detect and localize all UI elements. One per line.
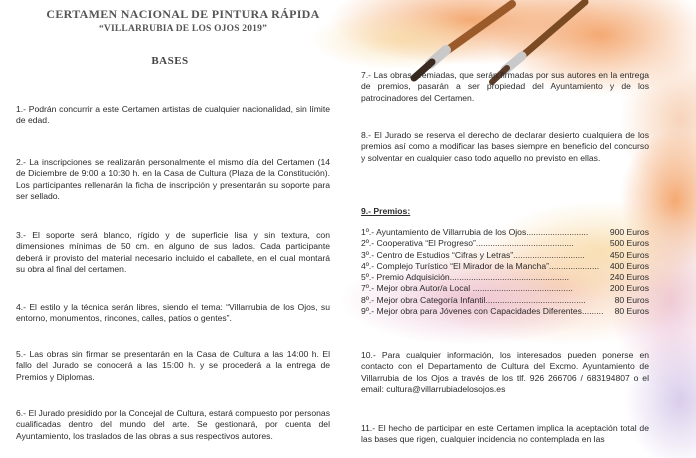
- rule-5: 5.- Las obras sin firmar se presentarán en la Casa de Cultura a las 14:00 h. El fallo del Jurado se conocerá a las 15:00 h. y se procederá a la entrega de Premios y Diplomas.: [16, 349, 330, 382]
- prize-label: 9º.- Mejor obra para Jóvenes con Capacidades Diferentes.........: [361, 306, 604, 317]
- prize-row: [361, 295, 649, 306]
- prize-row: [361, 272, 649, 283]
- rule-6: 6.- El Jurado presidido por la Concejal de Cultura, estará compuesto por personas cualificadas dentro del mundo del arte. Se gestionará, por cuenta del Ayuntamiento, los traslados de las obras a sus respectivos autores.: [16, 408, 330, 441]
- rule-11: 11.- El hecho de participar en este Certamen implica la aceptación total de las bases que rigen, cualquier incidencia no contemplada en las: [361, 423, 649, 445]
- prize-row: [361, 261, 649, 272]
- prize-label: 3º.- Centro de Estudios “Cifras y Letras”..............................: [361, 249, 585, 260]
- rule-4: 4.- El estilo y la técnica serán libres, siendo el tema: “Villarrubia de los Ojos, su entorno, monumentos, rincones, calles, patios o gentes”.: [16, 302, 330, 324]
- prize-amount: 80 Euros: [614, 294, 649, 305]
- rule-7: 7.- Las obras premiadas, que serán firmadas por sus autores en la entrega de premios, pasarán a ser propiedad del Ayuntamiento y de los patrocinadores del Certamen.: [361, 70, 649, 103]
- prize-amount: 900 Euros: [609, 227, 649, 237]
- rule-1: 1.- Podrán concurrir a este Certamen artistas de cualquier nacionalidad, sin límite de edad.: [16, 104, 330, 126]
- prizes-list: [361, 227, 649, 317]
- prize-label: 7º.- Mejor obra Autor/a Local ..........................................: [361, 283, 573, 294]
- prizes-title: 9.- Premios:: [361, 206, 411, 216]
- prize-amount: 80 Euros: [614, 306, 649, 317]
- prize-amount: 200 Euros: [609, 283, 649, 294]
- prize-amount: 450 Euros: [609, 249, 649, 260]
- prize-label: 1º.- Ayuntamiento de Villarrubia de los Ojos..........................: [361, 227, 589, 237]
- rule-8: 8.- El Jurado se reserva el derecho de declarar desierto cualquiera de los premios así como a modificar las bases siempre en beneficio del concurso y solventar en cualquier caso todo aquello no previsto en ellas.: [361, 130, 649, 163]
- section-heading-bases: BASES: [151, 55, 189, 67]
- prize-amount: 240 Euros: [609, 272, 649, 283]
- prize-label: 4º.- Complejo Turístico “El Mirador de la Mancha”.....................: [361, 260, 600, 271]
- rule-2: 2.- La inscripciones se realizarán personalmente el mismo día del Certamen (14 de Diciembre de 9:00 a 10:30 h. en la Casa de Cultura (Plaza de la Constitución). Los participantes rellenarán la ficha de inscripción y presentarán su soporte para ser sellado.: [16, 157, 330, 201]
- prize-label: 5º.- Premio Adquisición..................................................: [361, 272, 570, 283]
- rule-10: 10.- Para cualquier información, los interesados pueden ponerse en contacto con el Departamento de Cultura del Excmo. Ayuntamiento de Villarrubia de los Ojos a través de los tlf. 926 266706 / 683194807 o el email: cultura@villarrubiadelosojos.es: [361, 350, 649, 394]
- prize-row: [361, 238, 649, 249]
- prize-amount: 500 Euros: [609, 238, 649, 249]
- rule-3: 3.- El soporte será blanco, rígido y de superficie lisa y sin textura, con dimensiones mínimas de 50 cm. en alguno de sus lados. Cada participante deberá ir provisto del material necesario incluido el caballete, en el cual montará su obra al final del certamen.: [16, 230, 330, 274]
- prize-label: 2º.- Cooperativa “El Progreso”.........................................: [361, 238, 574, 249]
- prize-label: 8º.- Mejor obra Categoría Infantil..........................................: [361, 294, 586, 305]
- prize-row: [361, 227, 649, 238]
- header-subtitle: “VILLARRUBIA DE LOS OJOS 2019”: [98, 24, 268, 34]
- prize-amount: 400 Euros: [609, 260, 649, 271]
- header-title: CERTAMEN NACIONAL DE PINTURA RÁPIDA: [46, 7, 320, 21]
- prize-row: [361, 250, 649, 261]
- prize-row: [361, 283, 649, 294]
- prize-row: [361, 306, 649, 317]
